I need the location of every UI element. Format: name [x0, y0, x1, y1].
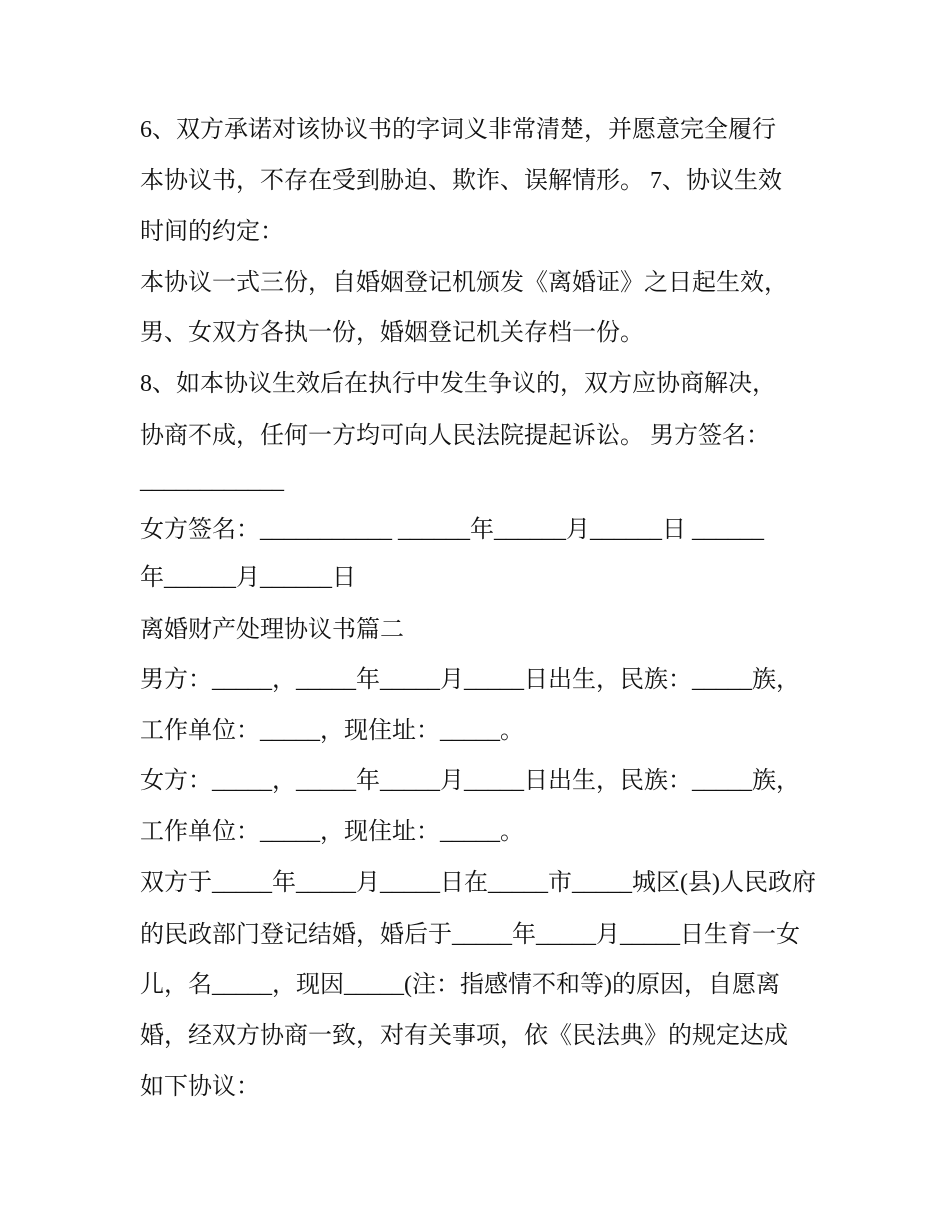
text-line: 婚，经双方协商一致，对有关事项，依《民法典》的规定达成 — [140, 1023, 788, 1049]
text-line: 工作单位：_____，现住址：_____。 — [140, 718, 524, 744]
text-line: 6、双方承诺对该协议书的字词义非常清楚，并愿意完全履行 — [140, 117, 776, 143]
text-line: 8、如本协议生效后在执行中发生争议的，双方应协商解决， — [140, 371, 776, 397]
text-line: 本协议一式三份，自婚姻登记机颁发《离婚证》之日起生效， — [140, 270, 788, 296]
signature-blank-male: ____________ — [140, 468, 284, 494]
section-heading: 离婚财产处理协议书篇二 — [140, 617, 404, 643]
text-line: 协商不成，任何一方均可向人民法院提起诉讼。 男方签名： — [140, 423, 770, 449]
text-line: 儿，名_____，现因_____(注：指感情不和等)的原因，自愿离 — [140, 972, 780, 998]
text-line: 时间的约定： — [140, 219, 284, 245]
text-line: 的民政部门登记结婚，婚后于_____年_____月_____日生育一女 — [140, 922, 800, 948]
text-line: 女方：_____，_____年_____月_____日出生，民族：_____族， — [140, 768, 800, 794]
text-line: 男方：_____，_____年_____月_____日出生，民族：_____族， — [140, 667, 800, 693]
text-line: 男、女双方各执一份，婚姻登记机关存档一份。 — [140, 320, 644, 346]
text-line: 双方于_____年_____月_____日在_____市_____城区(县)人民政府 — [140, 870, 816, 896]
text-line: 女方签名：___________ ______年______月______日 ______ — [140, 517, 764, 543]
text-line: 本协议书，不存在受到胁迫、欺诈、误解情形。 7、协议生效 — [140, 168, 782, 194]
text-line: 工作单位：_____，现住址：_____。 — [140, 819, 524, 845]
text-line: 如下协议： — [140, 1074, 260, 1100]
text-line: 年______月______日 — [140, 565, 356, 591]
